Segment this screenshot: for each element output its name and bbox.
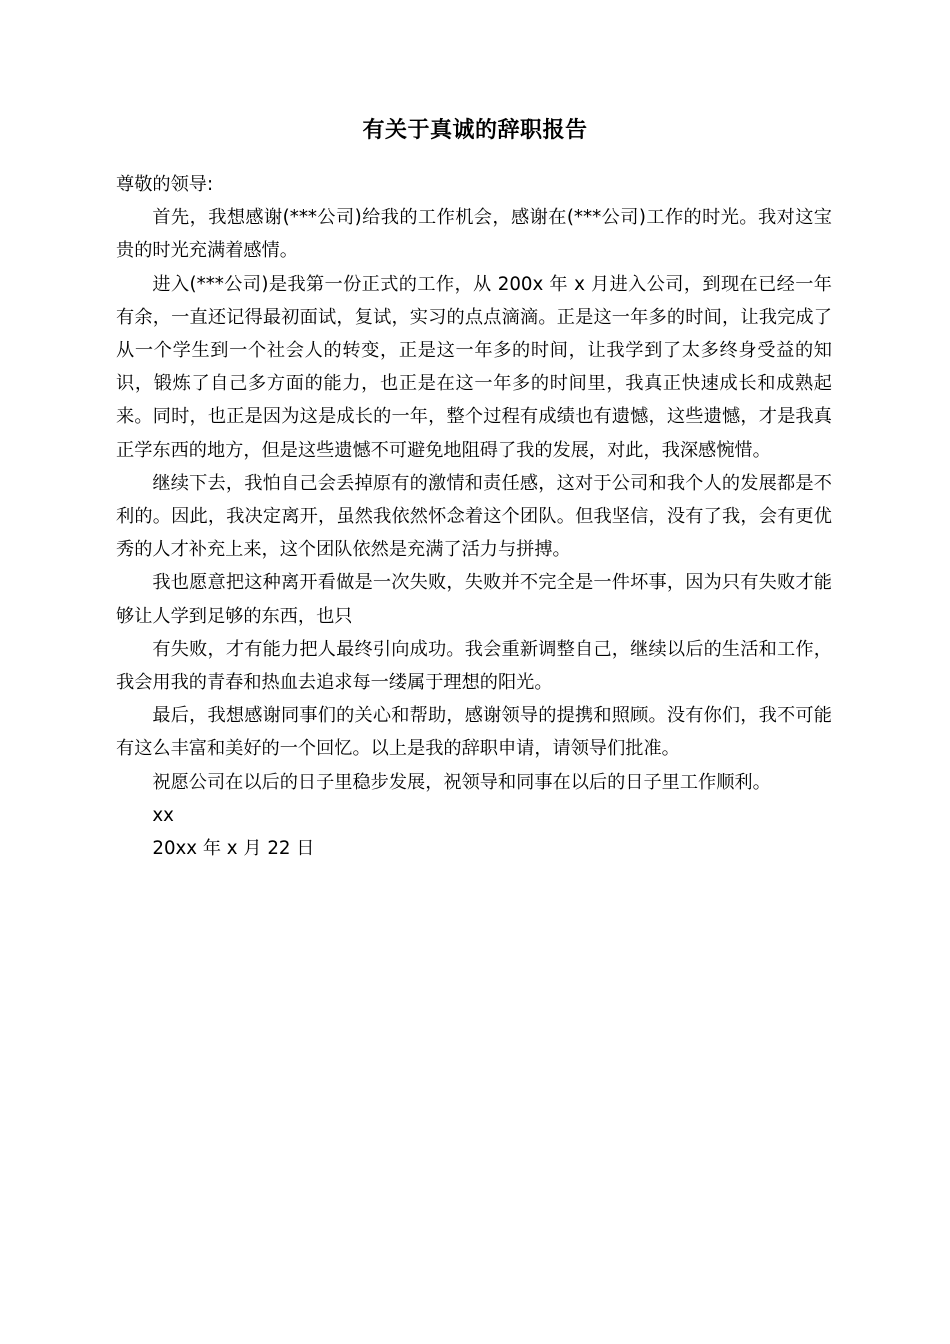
signature: xx xyxy=(152,804,174,826)
paragraph-decision: 继续下去，我怕自己会丢掉原有的激情和责任感，这对于公司和我个人的发展都是不利的。因此，我决定离开，虽然我依然怀念着这个团队。但我坚信，没有了我，会有更优秀的人才补充上来，这个团队依然是充满了活力与拼搏。 xyxy=(116,472,832,561)
paragraph-success: 有失败，才有能力把人最终引向成功。我会重新调整自己，继续以后的生活和工作，我会用我的青春和热血去追求每一缕属于理想的阳光。 xyxy=(116,638,832,694)
paragraph-thanks: 首先，我想感谢(***公司)给我的工作机会，感谢在(***公司)工作的时光。我对这宝贵的时光充满着感情。 xyxy=(116,207,832,262)
paragraph-experience: 进入(***公司)是我第一份正式的工作，从 200x 年 x 月进入公司，到现在已经一年有余，一直还记得最初面试，复试，实习的点点滴滴。正是这一年多的时间，让我完成了从一个学生到一个社会人的转变，正是这一年多的时间，让我学到了太多终身受益的知识，锻炼了自己多方面的能力，也正是在这一年多的时间里，我真正快速成长和成熟起来。同时，也正是因为这是成长的一年，整个过程有成绩也有遗憾，这些遗憾，才是我真正学东西的地方，但是这些遗憾不可避免地阻碍了我的发展，对此，我深感惋惜。 xyxy=(116,273,832,461)
paragraph-wishes: 祝愿公司在以后的日子里稳步发展，祝领导和同事在以后的日子里工作顺利。 xyxy=(152,771,771,793)
letter-date: 20xx 年 x 月 22 日 xyxy=(152,838,315,860)
document-body xyxy=(116,168,832,865)
salutation: 尊敬的领导: xyxy=(116,174,214,195)
document-title: 有关于真诚的辞职报告 xyxy=(362,118,588,143)
paragraph-gratitude: 最后，我想感谢同事们的关心和帮助，感谢领导的提携和照顾。没有你们，我不可能有这么丰富和美好的一个回忆。以上是我的辞职申请，请领导们批准。 xyxy=(116,705,832,760)
paragraph-failure: 我也愿意把这种离开看做是一次失败，失败并不完全是一件坏事，因为只有失败才能够让人学到足够的东西，也只 xyxy=(116,572,832,627)
